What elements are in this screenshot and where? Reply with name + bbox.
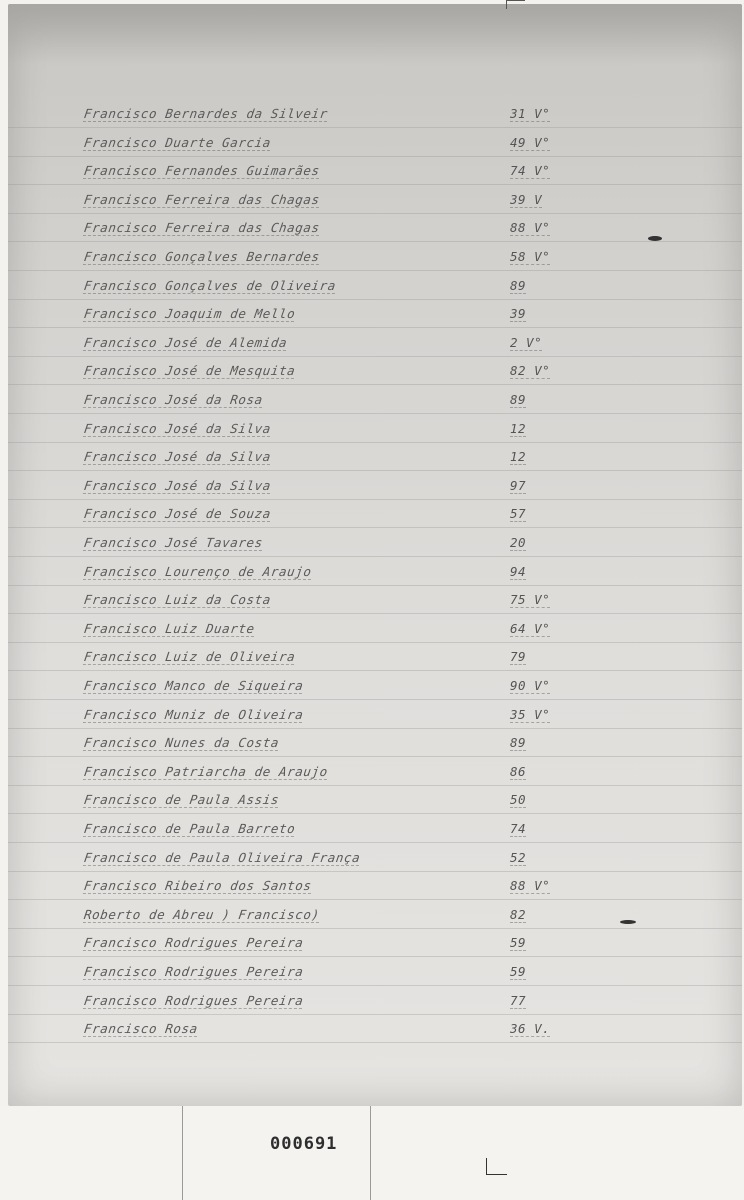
ink-smudge: [648, 236, 662, 241]
entry-reference: 59: [510, 964, 527, 979]
entry-name: Francisco de Paula Barreto: [83, 821, 297, 836]
entry-reference: 90 V°: [510, 678, 551, 693]
entry-reference: 89: [510, 277, 527, 293]
entry-name: Francisco Lourenço de Araujo: [83, 563, 313, 579]
entry-reference: 2 V°: [510, 334, 543, 350]
entry-name: Francisco Duarte Garcia: [83, 134, 273, 150]
entry-reference: 79: [510, 649, 527, 665]
entry-reference: 82 V°: [510, 363, 551, 379]
entry-name: Francisco de Paula Oliveira França: [83, 849, 362, 865]
list-item: [8, 100, 742, 128]
entry-reference: 75 V°: [510, 592, 551, 608]
list-item: [8, 872, 742, 900]
list-item: [8, 214, 742, 242]
entry-name: Francisco Ribeiro dos Santos: [83, 878, 313, 894]
entry-name: Francisco Nunes da Costa: [83, 735, 281, 751]
entry-reference: 86: [510, 763, 527, 779]
entry-reference: 58 V°: [510, 249, 551, 264]
entry-reference: 57: [510, 506, 527, 522]
list-item: [8, 386, 742, 414]
entry-name: Francisco Manco de Siqueira: [83, 678, 305, 693]
entry-name: Francisco Gonçalves Bernardes: [83, 249, 321, 264]
list-item: [8, 643, 742, 671]
crop-mark-bottom: [486, 1158, 507, 1175]
entry-name: Francisco Patriarcha de Araujo: [83, 763, 329, 779]
list-item: [8, 443, 742, 471]
entry-name: Francisco José Tavares: [83, 535, 264, 550]
list-item: [8, 186, 742, 214]
entry-name: Francisco Bernardes da Silveir: [83, 106, 329, 121]
entry-name: Francisco Joaquim de Mello: [83, 306, 297, 322]
entry-name: Francisco Rodrigues Pereira: [83, 992, 305, 1008]
entry-name: Francisco Muniz de Oliveira: [83, 706, 305, 722]
list-item: [8, 901, 742, 929]
entry-reference: 77: [510, 992, 527, 1008]
entry-reference: 12: [510, 420, 527, 436]
entry-name: Francisco Rodrigues Pereira: [83, 964, 305, 979]
list-item: [8, 500, 742, 528]
list-item: [8, 157, 742, 185]
entry-reference: 97: [510, 477, 527, 493]
entry-reference: 39 V: [510, 191, 543, 207]
entry-reference: 94: [510, 563, 527, 579]
list-item: [8, 529, 742, 557]
list-item: [8, 329, 742, 357]
list-item: [8, 272, 742, 300]
list-item: [8, 243, 742, 271]
entry-reference: 89: [510, 735, 527, 751]
list-item: [8, 472, 742, 500]
list-item: [8, 844, 742, 872]
entry-name: Francisco Ferreira das Chagas: [83, 220, 321, 236]
entry-reference: 52: [510, 849, 527, 865]
entry-reference: 89: [510, 392, 527, 407]
list-item: [8, 758, 742, 786]
list-item: [8, 729, 742, 757]
entry-reference: 31 V°: [510, 106, 551, 121]
entry-reference: 82: [510, 906, 527, 922]
list-item: [8, 958, 742, 986]
ink-smudge: [620, 920, 636, 924]
list-item: [8, 1015, 742, 1043]
entry-name: Francisco José de Mesquita: [83, 363, 297, 379]
entry-name: Francisco Ferreira das Chagas: [83, 191, 321, 207]
entry-reference: 49 V°: [510, 134, 551, 150]
entry-reference: 20: [510, 535, 527, 550]
entry-name: Francisco Rodrigues Pereira: [83, 935, 305, 951]
document-page: [8, 4, 742, 1106]
entry-reference: 36 V.: [510, 1021, 551, 1037]
entry-reference: 88 V°: [510, 220, 551, 236]
list-item: [8, 672, 742, 700]
entry-name: Francisco Gonçalves de Oliveira: [83, 277, 338, 293]
entry-name: Francisco José da Silva: [83, 420, 273, 436]
entry-reference: 35 V°: [510, 706, 551, 722]
entry-name: Francisco Luiz de Oliveira: [83, 649, 297, 665]
entry-name: Francisco de Paula Assis: [83, 792, 281, 808]
list-item: [8, 357, 742, 385]
entry-name: Francisco José da Rosa: [83, 392, 264, 407]
list-item: [8, 558, 742, 586]
entry-name: Francisco Luiz Duarte: [83, 620, 256, 636]
entry-reference: 12: [510, 449, 527, 465]
list-item: [8, 929, 742, 957]
list-item: [8, 701, 742, 729]
list-item: [8, 415, 742, 443]
entry-reference: 59: [510, 935, 527, 951]
entry-reference: 50: [510, 792, 527, 808]
entry-reference: 39: [510, 306, 527, 322]
entry-name: Francisco Fernandes Guimarães: [83, 163, 321, 179]
list-item: [8, 300, 742, 328]
entry-name: Francisco Luiz da Costa: [83, 592, 273, 608]
crop-mark-top: [506, 0, 525, 9]
entry-name: Roberto de Abreu ) Francisco): [83, 906, 321, 922]
entry-name: Francisco José da Silva: [83, 477, 273, 493]
page-stamp-number: 000691: [270, 1134, 338, 1154]
entry-name: Francisco José de Alemida: [83, 334, 289, 350]
list-item: [8, 815, 742, 843]
frame-line-left: [182, 1106, 183, 1200]
entry-reference: 88 V°: [510, 878, 551, 894]
entry-name: Francisco José de Souza: [83, 506, 273, 522]
entry-reference: 74: [510, 821, 527, 836]
list-item: [8, 615, 742, 643]
entry-reference: 74 V°: [510, 163, 551, 179]
list-item: [8, 987, 742, 1015]
entry-name: Francisco José da Silva: [83, 449, 273, 465]
list-item: [8, 586, 742, 614]
scan-margin: [0, 1106, 744, 1200]
frame-line-right: [370, 1106, 371, 1200]
entry-reference: 64 V°: [510, 620, 551, 636]
list-item: [8, 786, 742, 814]
entry-name: Francisco Rosa: [83, 1021, 199, 1037]
list-item: [8, 129, 742, 157]
